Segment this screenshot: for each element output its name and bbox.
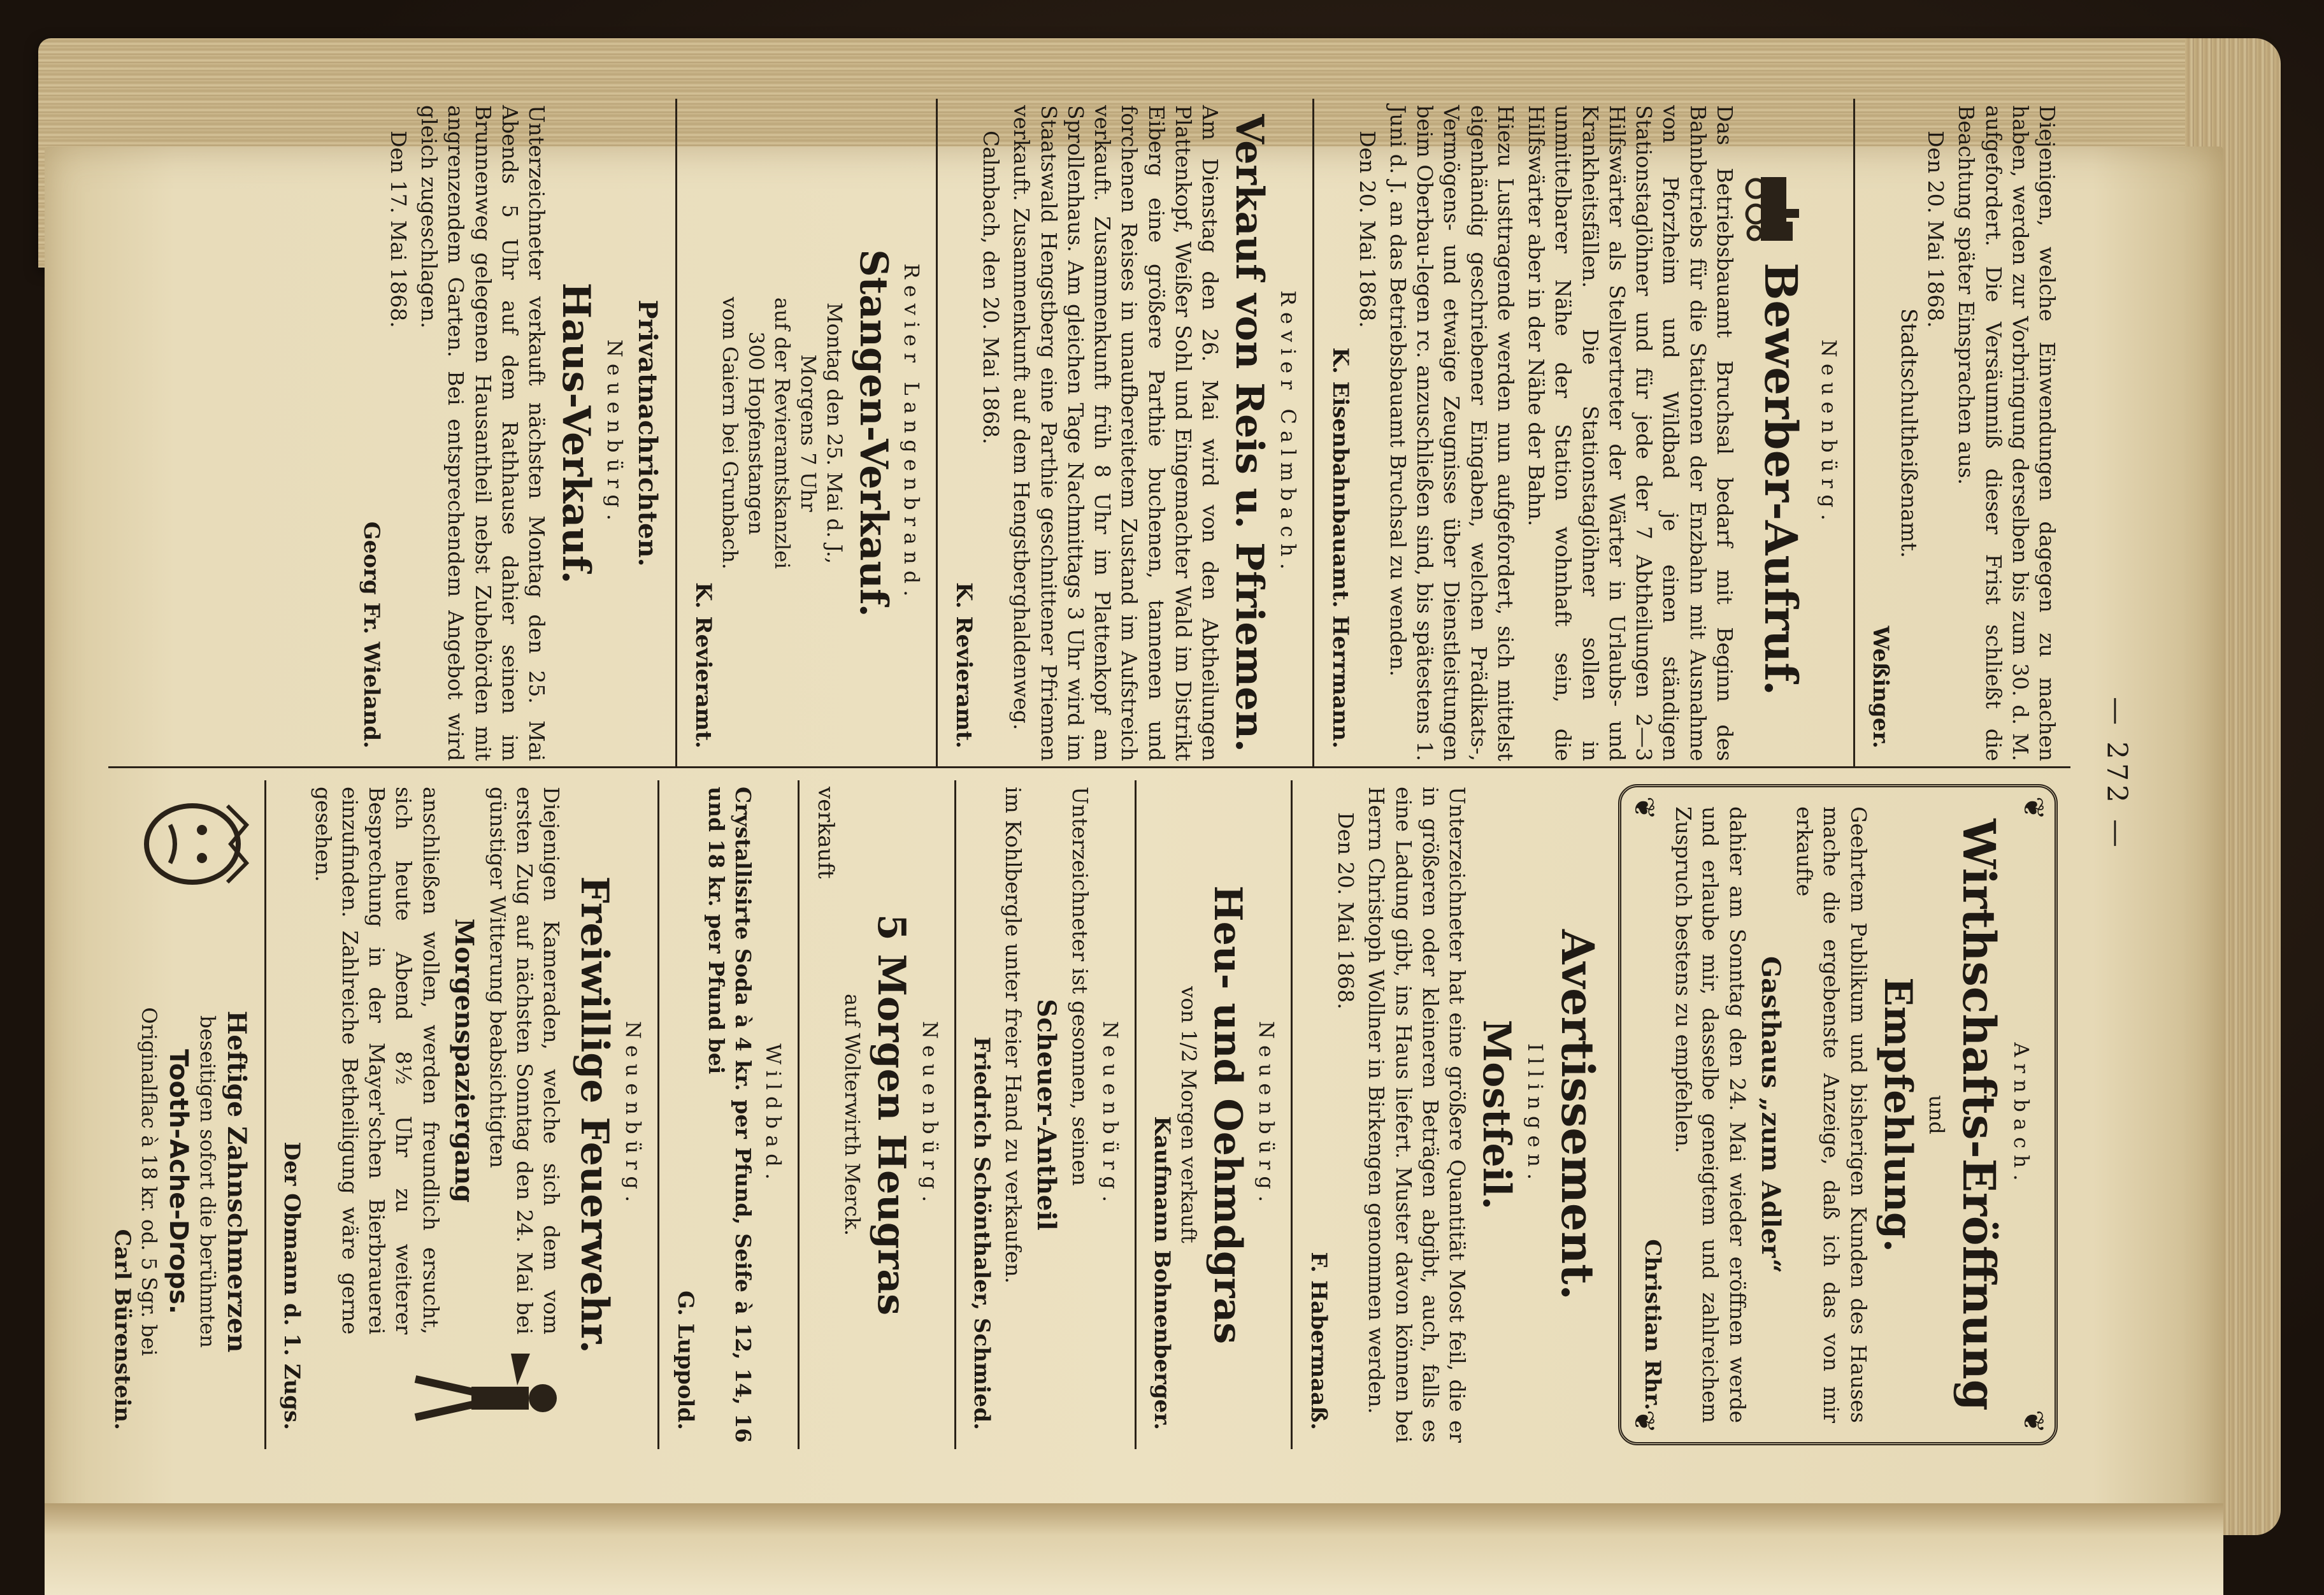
ad-body [305,787,568,1334]
ad-title: Heftige Zahnschmerzen [221,1010,252,1353]
ad-avertissement [1291,780,1603,1449]
ad-signature: K. Eisenbahnbauamt. Herrmann. [1327,347,1353,748]
ad-title: 5 Morgen Heugras [868,913,914,1316]
locomotive-icon [1742,171,1812,247]
ad-text-2: Hiezu Lusttragende werden nun aufgefordert, sich mittelst eigenhändig geschriebener Eingaben, welchen Prädikats-, Vermögens- und etwaige Zeugnisse über Dienstleistungen beim Oberbau-legen rc. anzuschließen sind, bis spätestens 1. Juni d. J. an das Betriebsbauamt Bruchsal zu wenden. [1386,105,1518,761]
ad-signature: F. Habermaaß. [1305,1252,1331,1430]
ad-and: und [1924,1095,1949,1134]
ad-zahnschmerzen [96,780,253,1449]
ad-place: Wildbad. [761,1043,786,1186]
ad-soda-seife [657,780,786,1449]
ad-place: Neuenbürg. [1816,339,1841,527]
ad-subline: auf Wolterwirth Merck. [840,993,864,1236]
page-number: — 272 — [2100,697,2133,851]
ad-product: Tooth-Ache-Drops. [163,1048,193,1315]
ad-title: Avertissement. [1551,929,1605,1301]
trumpeter-figure-icon [403,1347,568,1443]
ad-reis-pfriemen [936,99,1301,768]
ad-text: Unterzeichneter hat eine größere Quantität Most feil, die er in größeren oder kleineren Beträgen abgibt, auch, falls es eine Ladung gibt, ins Haus liefert. Muster davon können bei Herrn Christoph Wollner in Birkengen genommen werden. [1364,787,1470,1443]
ad-text: Diejenigen Kameraden, welche sich dem vom ersten Zug auf nächsten Sonntag den 24. Mai bei günstiger Witterung beabsichtigten [485,787,564,1334]
ad-text-2: Originalflac à 18 kr. od. 5 Sgr. bei [136,1007,161,1356]
right-column [85,780,2064,1449]
ad-date: Den 20. Mai 1868. [1333,812,1359,1010]
ad-title: Verkauf von Reis u. Pfriemen. [1227,114,1272,752]
ad-text: Crystallisirte Soda à 4 kr. per Pfund, Seife à 12, 14, 16 und 18 kr. per Pfund bei [704,787,756,1443]
ad-signature: K. Revieramt. [690,582,716,748]
ad-objection-notice [1853,99,2060,768]
left-column [334,99,2064,768]
ad-text: Diejenigen, welche Einwendungen dagegen zu machen haben, werden zur Vorbringung derselben bis zum 30. d. M. aufgefordert. Die Versäumniß dieser Frist schließt die Beachtung später Einsprachen aus. [1954,105,2060,761]
ad-place: Revier Calmbach. [1276,290,1301,576]
ad-line-3: auf der Revieramtskanzlei [770,297,794,569]
ad-text-2: anschließen wollen, werden freundlich ersucht, sich heute Abend 8½ Uhr zu weiterer Besprechung in der Mayer'schen Bierbrauerei einzufinden. Zahlreiche Betheiligung wäre gerne gesehen. [310,787,443,1334]
ad-haus-verkauf [345,99,664,768]
ad-date: Calmbach, den 20. Mai 1868. [979,131,1004,445]
ornament-icon: ❦ [2017,1410,2049,1433]
ad-place: Revier Langenbrand. [900,263,924,603]
ad-signature: Der Obmann d. 1. Zugs. [279,1141,305,1430]
ad-date: Den 17. Mai 1868. [385,131,411,328]
ad-place: Illingen. [1523,1043,1547,1187]
ad-title: Haus-Verkauf. [554,282,599,584]
ad-feuerwehr [264,780,647,1449]
ad-title [1742,105,1812,761]
ad-text: Das Betriebsbauamt Bruchsal bedarf mit Beginn des Bahnbetriebs für die Stationen der Enzbahn mit Ausnahme von Pforzheim und Wildbad je einen ständigen Stationstaglöhner und für jede der 7 Abtheilungen 2—3 Hilfswärter als Stellvertreter der Wärter in Urlaubs- und Krankheitsfällen. Die Stationstaglöhner sollen in unmittelbarer Nähe der Station wohnhaft sein, die Hilfswärter aber in der Nähe der Bahn. [1524,105,1737,761]
ornament-icon: ❦ [1627,1410,1660,1433]
ad-signature: Christian Rhr. [1640,1239,1665,1410]
ad-text-2: im Kohlbergle unter freier Hand zu verkaufen. [1000,787,1026,1284]
ad-title-2: Empfehlung. [1875,977,1920,1252]
rotated-newspaper-content [89,86,2134,1462]
ad-line-1: Montag den 25. Mai d. J., [822,302,847,564]
ad-text: Am Dienstag den 26. Mai wird von den Abtheilungen Plattenkopf, Weißer Sohl und Eingemachter Wald im Distrikt Eiberg eine größere Parthie buchenen, tannenen und forchenen Reises in unaufbereitetem Zustand im Aufstreich verkauft. Zusammenkunft früh 8 Uhr im Plattenkopf am Sprollenhaus. Am gleichen Tage Nachmittags 3 Uhr wird im Staatswald Hengstberg eine Parthie geschnittener Pfriemen verkauft. Zusammenkunft auf dem Hengstberghaldenweg. [1009,105,1223,761]
ad-date: Den 20. Mai 1868. [1923,131,1949,328]
ad-text: Unterzeichneter verkauft nächsten Montag den 25. Mai Abends 5 Uhr auf dem Rathhause dahier seinen im Brunnenweg gelegenen Hausantheil nebst Zubehörden mit angrenzendem Garten. Bei entsprechendem Angebot wird gleich zugeschlagen. [417,105,550,761]
ad-body-row [305,787,568,1443]
ad-title-2: Mostfeil. [1474,1019,1519,1210]
ad-subline: von 1/2 Morgen verkauft [1177,986,1201,1243]
ad-signature: Weßinger. [1868,626,1894,748]
ad-heu-oehmdgras [1135,780,1279,1449]
ad-stangen-verkauf [675,99,924,768]
ad-place: Neuenbürg. [1254,1020,1279,1209]
ad-place: Neuenbürg. [603,339,628,527]
ad-subheading: Morgenspaziergang [448,918,479,1203]
ad-title: Scheuer-Antheil [1031,999,1061,1231]
ad-line-4: 300 Hopfenstangen [743,331,768,535]
ad-bewerber-aufruf [1312,99,1842,768]
book-gutter [45,1503,2223,1595]
ornament-icon: ❦ [2017,796,2049,820]
ad-signature: Friedrich Schönthaler, Schmied. [969,1036,995,1430]
ad-title: Stangen-Verkauf. [850,249,896,617]
ad-signature: K. Revieramt. [950,582,977,748]
ad-text-2: dahier am Sonntag den 24. Mai wieder eröffnen werde und erlaube mir, dasselbe geneigtem und zahlreichem Zuspruch bestens zu empfehlen. [1671,806,1750,1423]
ad-place: Neuenbürg. [621,1020,646,1209]
ad-text: Unterzeichneter ist gesonnen, seinen [1067,787,1093,1186]
ad-signature: Kaufmann Bohnenberger. [1149,1116,1175,1430]
ad-office: Stadtschultheißenamt. [1895,308,1921,559]
ad-inn-name: Gasthaus „zum Adler“ [1755,956,1786,1273]
ad-signature: Georg Fr. Wieland. [358,521,384,748]
ad-place: Neuenbürg. [917,1020,942,1209]
ad-date: Den 20. Mai 1868. [1354,131,1380,328]
ad-heugras [798,780,942,1449]
ornament-icon: ❦ [1627,796,1660,820]
ad-wirthschafts-eroeffnung [1618,784,2058,1445]
ad-place: Arnbach. [2009,1042,2034,1187]
ad-signature: Carl Bürenstein. [109,1229,135,1430]
ad-line-2: Morgens 7 Uhr [796,354,821,512]
ad-text: beseitigen sofort die berühmten [195,1015,220,1348]
ad-scheuer-antheil [954,780,1123,1449]
ad-title: Freiwillige Feuerwehr. [572,876,617,1354]
ad-title: Heu- und Oehmdgras [1205,885,1251,1345]
section-heading: Privatnachrichten. [633,299,663,567]
ad-body-row [108,787,253,1443]
ad-text: Geehrtem Publikum und bisherigen Kunden des Hauses mache die ergebenste Anzeige, daß ich das von mir erkaufte [1792,806,1871,1423]
ad-place: Neuenbürg. [1098,1020,1123,1209]
ad-title: Wirthschafts-Eröffnung [1953,819,2006,1411]
face-illustration-icon [126,787,253,901]
ad-signature: G. Luppold. [672,1291,698,1430]
ad-verb: verkauft [812,787,838,879]
ad-line-5: vom Gaiern bei Grunbach. [717,297,742,569]
ad-title-text: Bewerber-Aufruf. [1754,262,1807,696]
ad-body [108,920,253,1443]
